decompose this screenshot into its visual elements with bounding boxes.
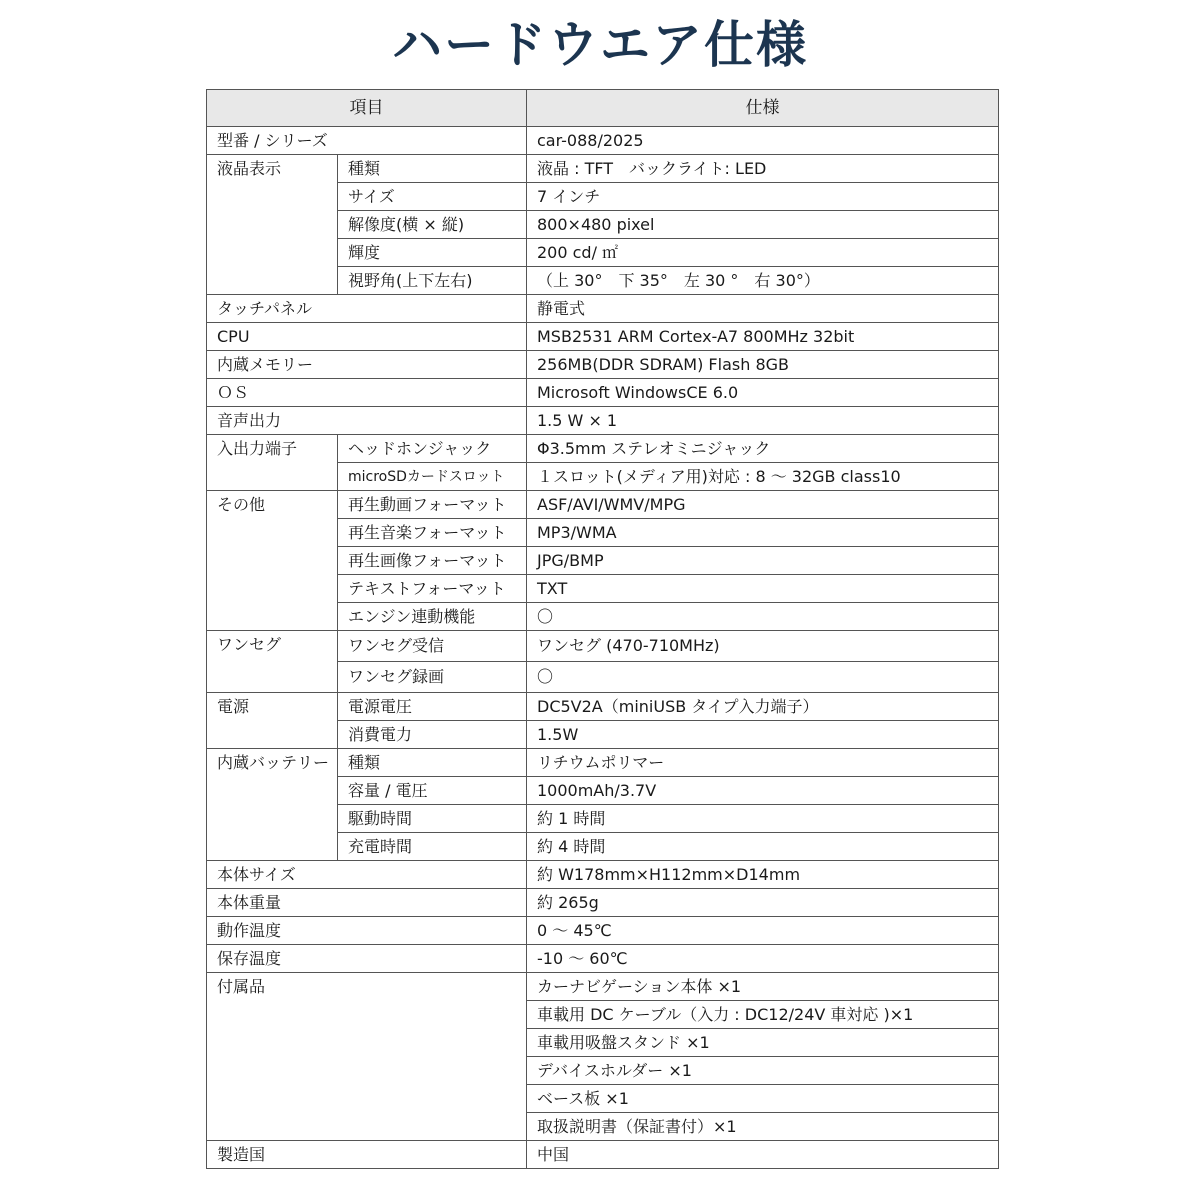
accessory-item: ベース板 ×1	[527, 1085, 999, 1113]
group-label-power: 電源	[207, 693, 338, 749]
row-value: 1000mAh/3.7V	[527, 777, 999, 805]
sub-label: ヘッドホンジャック	[338, 435, 527, 463]
sub-label: 再生音楽フォーマット	[338, 519, 527, 547]
table-header-row	[207, 90, 999, 127]
row-value: 1.5 W × 1	[527, 407, 999, 435]
row-value: 中国	[527, 1141, 999, 1169]
table-row	[207, 1141, 999, 1169]
table-row	[207, 323, 999, 351]
sub-label: 再生画像フォーマット	[338, 547, 527, 575]
accessory-item: 車載用 DC ケーブル（入力 : DC12/24V 車対応 )×1	[527, 1001, 999, 1029]
sub-label: 視野角(上下左右)	[338, 267, 527, 295]
row-value: 256MB(DDR SDRAM) Flash 8GB	[527, 351, 999, 379]
header-spec: 仕様	[527, 90, 999, 127]
table-row	[207, 973, 999, 1001]
table-row	[207, 861, 999, 889]
sub-label: ワンセグ録画	[338, 662, 527, 693]
table-row	[207, 295, 999, 323]
sub-label: ワンセグ受信	[338, 631, 527, 662]
sub-label: 充電時間	[338, 833, 527, 861]
row-value: 0 ～ 45℃	[527, 917, 999, 945]
row-value: ワンセグ (470-710MHz)	[527, 631, 999, 662]
table-row	[207, 351, 999, 379]
accessory-item: デバイスホルダー ×1	[527, 1057, 999, 1085]
row-value: MSB2531 ARM Cortex-A7 800MHz 32bit	[527, 323, 999, 351]
row-value: Φ3.5mm ステレオミニジャック	[527, 435, 999, 463]
row-value: 800×480 pixel	[527, 211, 999, 239]
table-row	[207, 155, 999, 183]
row-value: JPG/BMP	[527, 547, 999, 575]
row-value: （上 30° 下 35° 左 30 ° 右 30°）	[527, 267, 999, 295]
sub-label: 種類	[338, 155, 527, 183]
group-label-lcd: 液晶表示	[207, 155, 338, 295]
row-value: ASF/AVI/WMV/MPG	[527, 491, 999, 519]
row-value: Microsoft WindowsCE 6.0	[527, 379, 999, 407]
group-label-other: その他	[207, 491, 338, 631]
row-value: 200 cd/ ㎡	[527, 239, 999, 267]
row-label: CPU	[207, 323, 527, 351]
row-value: MP3/WMA	[527, 519, 999, 547]
table-row	[207, 889, 999, 917]
table-row	[207, 379, 999, 407]
table-row	[207, 917, 999, 945]
sub-label: 輝度	[338, 239, 527, 267]
row-value: 約 4 時間	[527, 833, 999, 861]
row-value: 約 W178mm×H112mm×D14mm	[527, 861, 999, 889]
row-value: 7 インチ	[527, 183, 999, 211]
sub-label: エンジン連動機能	[338, 603, 527, 631]
header-item: 項目	[207, 90, 527, 127]
row-label: 保存温度	[207, 945, 527, 973]
sub-label: サイズ	[338, 183, 527, 211]
row-value: 〇	[527, 662, 999, 693]
sub-label: テキストフォーマット	[338, 575, 527, 603]
sub-label: 種類	[338, 749, 527, 777]
sub-label: microSDカードスロット	[338, 463, 527, 491]
row-value: DC5V2A（miniUSB タイプ入力端子）	[527, 693, 999, 721]
accessory-item: カーナビゲーション本体 ×1	[527, 973, 999, 1001]
row-value: 静電式	[527, 295, 999, 323]
table-row	[207, 945, 999, 973]
table-row	[207, 127, 999, 155]
sub-label: 容量 / 電圧	[338, 777, 527, 805]
row-label: 音声出力	[207, 407, 527, 435]
row-label: ＯＳ	[207, 379, 527, 407]
group-label-oneseg: ワンセグ	[207, 631, 338, 693]
row-label: 型番 / シリーズ	[207, 127, 527, 155]
table-row	[207, 631, 999, 662]
group-label-io: 入出力端子	[207, 435, 338, 491]
row-value: 約 265g	[527, 889, 999, 917]
row-value: 〇	[527, 603, 999, 631]
group-label-accessories: 付属品	[207, 973, 527, 1141]
row-label: タッチパネル	[207, 295, 527, 323]
row-label: 本体重量	[207, 889, 527, 917]
accessory-item: 車載用吸盤スタンド ×1	[527, 1029, 999, 1057]
row-value: 1.5W	[527, 721, 999, 749]
row-label: 内蔵メモリー	[207, 351, 527, 379]
table-row	[207, 407, 999, 435]
row-value: 約 1 時間	[527, 805, 999, 833]
sub-label: 解像度(横 × 縦)	[338, 211, 527, 239]
sub-label: 再生動画フォーマット	[338, 491, 527, 519]
row-value: １スロット(メディア用)対応 : 8 ～ 32GB class10	[527, 463, 999, 491]
row-value: car-088/2025	[527, 127, 999, 155]
page-title: ハードウエア仕様	[392, 16, 808, 74]
table-row	[207, 435, 999, 463]
group-label-battery: 内蔵バッテリー	[207, 749, 338, 861]
row-label: 本体サイズ	[207, 861, 527, 889]
table-row	[207, 491, 999, 519]
row-label: 動作温度	[207, 917, 527, 945]
spec-table	[206, 89, 999, 1169]
sub-label: 消費電力	[338, 721, 527, 749]
row-value: リチウムポリマー	[527, 749, 999, 777]
table-row	[207, 693, 999, 721]
row-value: TXT	[527, 575, 999, 603]
row-label: 製造国	[207, 1141, 527, 1169]
sub-label: 駆動時間	[338, 805, 527, 833]
row-value: 液晶 : TFT バックライト: LED	[527, 155, 999, 183]
table-row	[207, 749, 999, 777]
accessory-item: 取扱説明書（保証書付）×1	[527, 1113, 999, 1141]
sub-label: 電源電圧	[338, 693, 527, 721]
row-value: -10 ～ 60℃	[527, 945, 999, 973]
